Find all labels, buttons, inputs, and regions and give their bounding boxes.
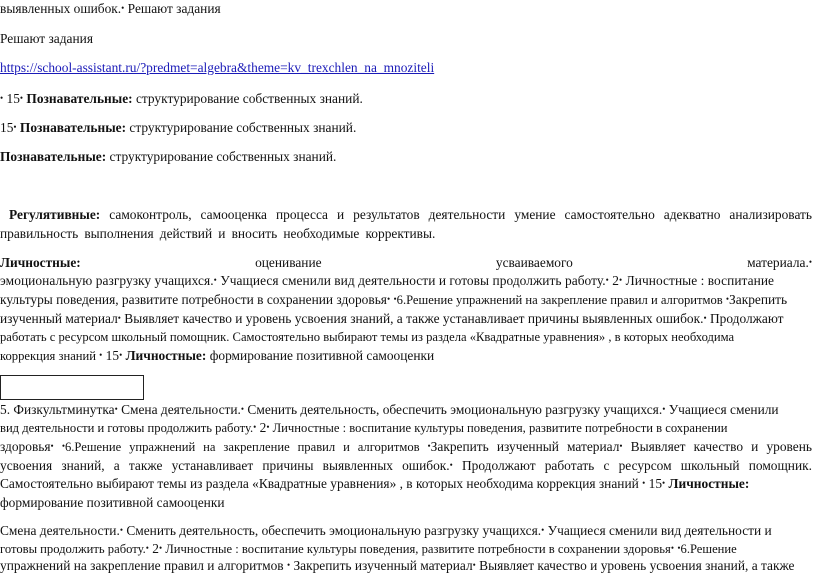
- line-2: Решают задания: [0, 31, 93, 46]
- bullet: •: [619, 441, 623, 451]
- text: 15: [102, 348, 120, 363]
- line-22: [0, 557, 812, 576]
- bullet: •: [393, 294, 397, 304]
- text: 5. Физкультминутка: [0, 402, 115, 417]
- text: Выявляет качество и уровень усвоения знаний, а также устанавливает причины выявленных ошибок.: [120, 311, 704, 326]
- line-19: формирование позитивной самооценки: [0, 495, 225, 510]
- text: 15: [0, 120, 14, 135]
- text: Смена деятельности.: [117, 402, 241, 417]
- text: Личностные : воспитание культуры поведения, развитите потребности в сохранении: [269, 421, 728, 435]
- line-11: [0, 310, 812, 329]
- bullet: •: [117, 313, 121, 323]
- line-4: [0, 90, 812, 109]
- text: Сменить деятельность, обеспечить эмоциональную разгрузку учащихся.: [244, 402, 663, 417]
- text: эмоциональную разгрузку учащихся.: [0, 273, 214, 288]
- label-bold: Личностные:: [122, 348, 207, 363]
- text: Закрепить: [729, 292, 788, 307]
- line-14: [0, 401, 812, 420]
- line-18: [0, 475, 812, 494]
- resource-link[interactable]: https://school-assistant.ru/?predmet=algebra&theme=kv_trexchlen_na_mnoziteli: [0, 60, 435, 75]
- text: Сменить деятельность, обеспечить эмоциональную разгрузку учащихся.: [122, 523, 542, 538]
- text: оценивание: [255, 255, 322, 270]
- text: Личностные : воспитание: [622, 273, 775, 288]
- bullet: •: [19, 93, 24, 103]
- bullet: •: [725, 294, 730, 304]
- bullet: •: [605, 275, 609, 285]
- line-5: [0, 119, 812, 138]
- text: Учащиеся сменили вид деятельности и готовы продолжить работу.: [216, 273, 606, 288]
- text: Смена деятельности.: [0, 523, 120, 538]
- text-with-bullets: [0, 439, 65, 454]
- line-15: [0, 419, 812, 438]
- line-13: [0, 347, 812, 366]
- label-bold: Познавательные:: [19, 120, 127, 135]
- bullet: •: [670, 543, 674, 553]
- line-6: [0, 148, 812, 167]
- bullet: •: [619, 275, 623, 285]
- text: Решают задания: [124, 1, 221, 16]
- text: Самостоятельно выбирают темы из раздела «Квадратные уравнения» , в которых необходима коррекция знаний: [0, 476, 643, 491]
- line-17: [0, 457, 812, 476]
- bullet: •: [677, 543, 681, 553]
- bullet: •: [158, 543, 163, 553]
- text: 2: [256, 420, 267, 435]
- text: Продолжают работать с ресурсом школьный помощник.: [452, 458, 812, 473]
- bullet: •: [119, 525, 123, 535]
- line-9: [0, 272, 812, 291]
- bullet: •: [808, 257, 812, 267]
- text: усвоения знаний, а также устанавливает причины выявленных ошибок.: [0, 458, 450, 473]
- text: Учащиеся сменили вид деятельности и: [544, 523, 772, 538]
- text: 15: [645, 476, 663, 491]
- text: 2: [148, 541, 159, 556]
- text: Продолжают: [706, 311, 784, 326]
- bullet: •: [50, 441, 54, 451]
- bullet: •: [662, 404, 666, 414]
- text: выявленных ошибок.: [0, 1, 122, 16]
- bullet: •: [541, 525, 545, 535]
- line-1: [0, 0, 812, 19]
- line-10: [0, 291, 812, 310]
- bullet: •: [145, 543, 149, 553]
- bullet: •: [253, 422, 257, 432]
- text: самоконтроль, самооценка процесса и результатов деятельности умение самостоятельно адекватно анализировать правильность выполнения действий и вносить необходимые коррективы.: [0, 207, 812, 241]
- text: здоровья: [0, 439, 51, 454]
- bullet: •: [427, 441, 431, 451]
- bullet: •: [13, 122, 17, 132]
- bullet: •: [386, 294, 391, 304]
- bullet: •: [642, 478, 646, 488]
- bullet: •: [119, 350, 123, 360]
- line-8: [0, 254, 812, 273]
- text: изученный материал: [0, 311, 118, 326]
- bullet: •: [121, 3, 125, 13]
- bullet: •: [266, 422, 270, 432]
- text: Учащиеся сменили: [665, 402, 779, 417]
- empty-frame: [0, 375, 144, 400]
- bullet: •: [99, 350, 103, 360]
- text-with-bullet: [747, 255, 812, 270]
- text: структурирование собственных знаний.: [132, 91, 363, 106]
- paragraph-regulative: [0, 206, 812, 244]
- text: упражнений на закрепление правил и алгоритмов: [0, 558, 287, 573]
- text: Закрепить изученный материал: [430, 439, 620, 454]
- bullet: •: [286, 560, 291, 570]
- text: 6.Решение упражнений на закрепление правил и алгоритмов: [396, 293, 726, 307]
- bullet: •: [213, 275, 217, 285]
- label-bold: Личностные:: [665, 476, 750, 491]
- text: материала.: [747, 255, 809, 270]
- bullet: •: [662, 478, 666, 488]
- line-16: [0, 438, 812, 457]
- text: Закрепить изученный материал: [290, 558, 473, 573]
- line-12: работать с ресурсом школьный помощник. Самостоятельно выбирают темы из раздела «Квадратные уравнения» , в которых необходима: [0, 330, 735, 344]
- bullet: •: [449, 460, 453, 470]
- label-bold: Личностные:: [0, 255, 81, 270]
- text: Личностные : воспитание культуры поведения, развитите потребности в сохранении здоровья: [162, 542, 671, 556]
- bullet: •: [0, 93, 4, 103]
- bullet: •: [61, 441, 65, 451]
- line-21: [0, 540, 812, 559]
- text: Выявляет качество и уровень: [622, 439, 812, 454]
- line-20: [0, 522, 812, 541]
- text: 2: [608, 273, 620, 288]
- bullet: •: [240, 404, 245, 414]
- line-3: [0, 59, 812, 78]
- text: Выявляет качество и уровень усвоения знаний, а также: [475, 558, 795, 573]
- text: 15: [3, 91, 20, 106]
- text: 6.Решение: [680, 542, 737, 556]
- text: структурирование собственных знаний.: [126, 120, 357, 135]
- text: вид деятельности и готовы продолжить работу.: [0, 421, 254, 435]
- text: 6.Решение упражнений на закрепление правил и алгоритмов: [64, 440, 428, 454]
- text: формирование позитивной самооценки: [206, 348, 435, 363]
- bullet: •: [472, 560, 476, 570]
- text: структурирование собственных знаний.: [106, 149, 337, 164]
- text: усваиваемого: [495, 255, 573, 270]
- bullet: •: [114, 404, 118, 414]
- text: коррекция знаний: [0, 349, 100, 363]
- bullet: •: [703, 313, 707, 323]
- label-bold: Регулятивные:: [9, 207, 101, 222]
- text: готовы продолжить работу.: [0, 542, 146, 556]
- label-bold: Познавательные:: [26, 91, 133, 106]
- text: культуры поведения, развитите потребности в сохранении здоровья: [0, 292, 387, 307]
- label-bold: Познавательные:: [0, 149, 107, 164]
